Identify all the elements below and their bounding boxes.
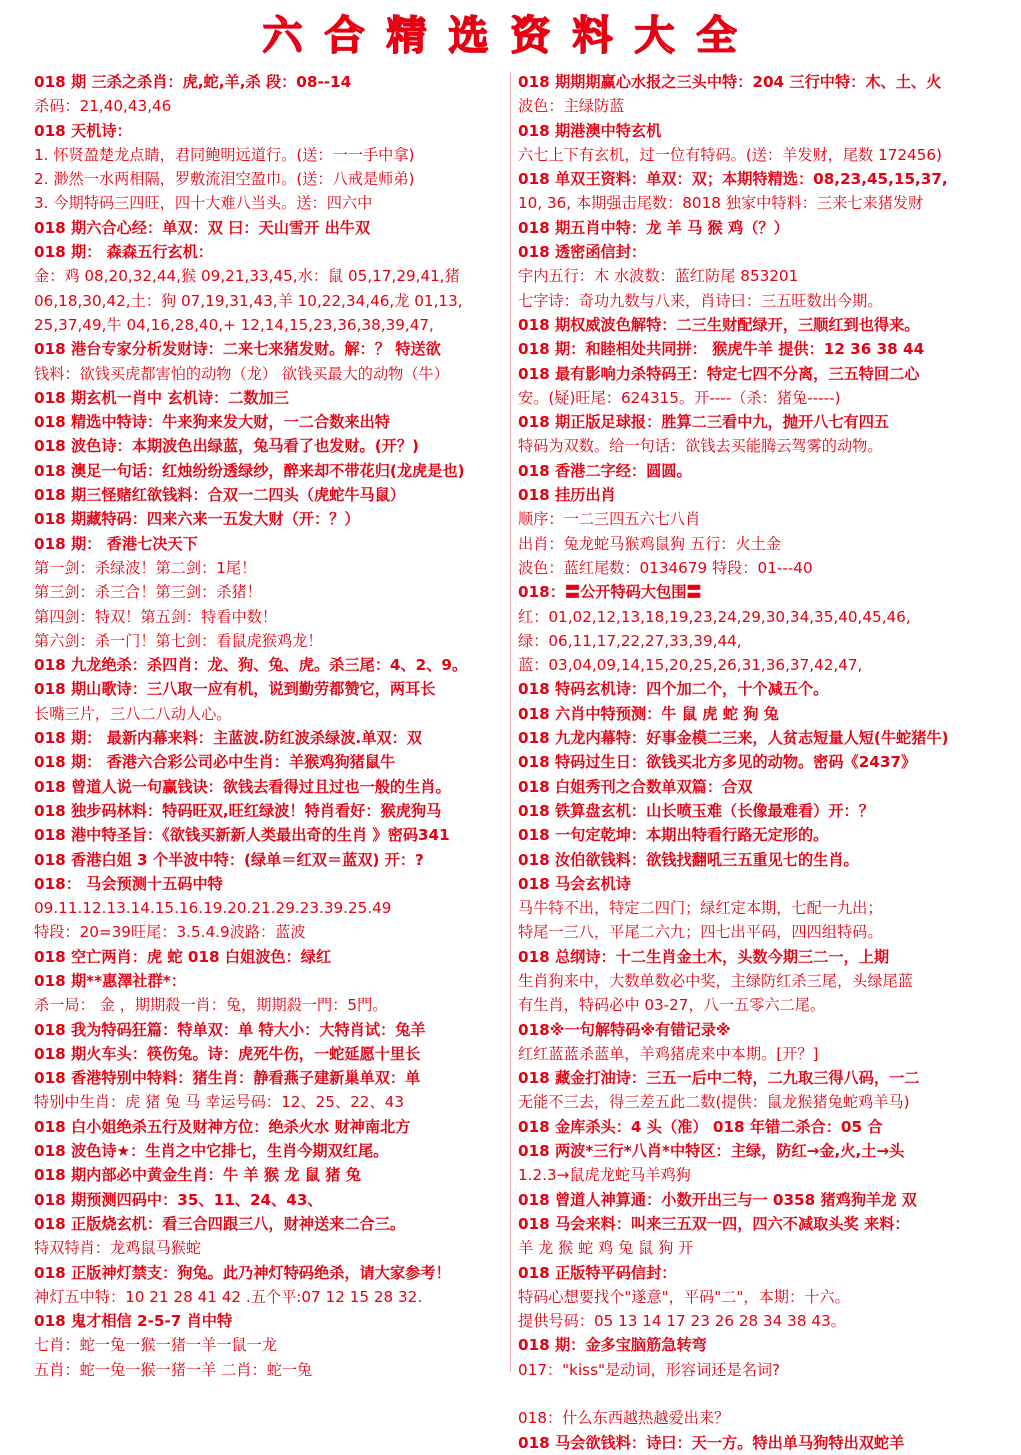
left-text-line: 018 期预测四码中：35、11、24、43、 [34,1190,323,1209]
right-text-line: 无能不三去，得三差五此二数(提供：鼠龙猴猪兔蛇鸡羊马) [518,1093,910,1112]
right-text-line: 1.2.3→鼠虎龙蛇马羊鸡狗 [518,1166,691,1185]
right-text-line: 七字诗：奇功九数与八来，肖诗曰：三五旺数出今期。 [518,291,883,310]
right-text-line: 018 最有影响力杀特码王：特定七四不分离，三五特回二心 [518,364,920,383]
right-text-line: 提供号码：05 13 14 17 23 26 28 34 38 43。 [518,1312,846,1331]
right-text-line: 生肖狗来中，大数单数必中奖，主绿防红杀三尾，头绿尾蓝 [518,971,913,990]
right-text-line: 特码心想要找个"遂意"，平码"二"，本期：十六。 [518,1287,850,1306]
right-column [518,70,998,1455]
left-text-line: 018 港台专家分析发财诗：二来七来猪发财。解：？ 特送欲 [34,340,441,359]
right-text-line: 马牛特不出，特定二四门；绿红定本期，七配一九出； [518,899,883,918]
left-text-line: 3. 今期特码三四旺，四十大难八当头。送：四六中 [34,194,373,213]
right-text-line: 018 期：金多宝脑筋急转弯 [518,1336,707,1355]
right-text-line: 蓝：03,04,09,14,15,20,25,26,31,36,37,42,47, [518,656,863,675]
left-text-line: 钱料：欲钱买虎都害怕的动物（龙） 欲钱买最大的动物（牛） [34,364,449,383]
left-text-line: 018 期玄机一肖中 玄机诗：二数加三 [34,388,289,407]
right-text-line: 018 马会玄机诗 [518,874,631,893]
right-text-line: 018 金库杀头：4 头（准） 018 年错二杀合：05 合 [518,1117,883,1136]
right-text-line: 018 马会来料：叫来三五双一四，四六不减取头奖 来料： [518,1214,910,1233]
left-text-line: 018 香港白姐 3 个半波中特：(绿单＝红双＝蓝双) 开：? [34,850,424,869]
left-text-line: 018 波色诗★：生肖之中它排七，生肖今期双红尾。 [34,1142,389,1161]
left-text-line: 金：鸡 08,20,32,44,猴 09,21,33,45,水：鼠 05,17,29,41,猪 [34,267,460,286]
right-text-line: 017："kiss"是动词，形容词还是名词? [518,1360,781,1379]
right-text-line: 018 正版特平码信封： [518,1263,677,1282]
left-text-line: 018 空亡两肖：虎 蛇 018 白姐波色：绿红 [34,947,332,966]
left-text-line: 神灯五中特：10 21 28 41 42 .五个平:07 12 15 28 32. [34,1287,423,1306]
left-text-line: 018 九龙绝杀：杀四肖：龙、狗、兔、虎。杀三尾：4、2、9。 [34,656,468,675]
right-text-line: 018 藏金打油诗：三五一后中二特，二九取三得八码，一二 [518,1069,920,1088]
right-text-line [518,1382,998,1406]
left-text-line: 1. 怀贤盈楚龙点睛，君同鲍明远道行。(送：一一手中拿) [34,145,415,164]
left-text-line: 第一剑：杀绿波！第二剑：1尾！ [34,558,257,577]
left-text-line: 018 期： 香港六合彩公司必中生肖：羊猴鸡狗猪鼠牛 [34,753,396,772]
left-text-line: 长嘴三片，三八二八动人心。 [34,704,232,723]
right-text-line: 018 九龙内幕特：好事金模二三来，人贫志短量人短(牛蛇猪牛) [518,729,949,748]
left-text-line: 018 期 三杀之杀肖：虎,蛇,羊,杀 段：08--14 [34,73,352,91]
left-text-line: 七肖：蛇一兔一猴一猪一羊一鼠一龙 [34,1336,277,1355]
right-text-line: 红：01,02,12,13,18,19,23,24,29,30,34,35,40,45,46, [518,607,911,626]
column-divider [510,72,511,1372]
right-text-line: 018 期五肖中特：龙 羊 马 猴 鸡（？） [518,218,789,237]
right-text-line: 018 白姐秀刊之合数单双篇：合双 [518,777,753,796]
left-text-line: 018 我为特码狂篇：特单双：单 特大小：大特肖试：兔羊 [34,1020,426,1039]
right-text-line: 018 挂历出肖 [518,486,616,505]
right-text-line: 018 期：和睦相处共同拼： 猴虎牛羊 提供：12 36 38 44 [518,340,925,359]
left-column [34,70,504,1382]
right-text-line: 红红蓝蓝杀蓝单，羊鸡猪虎来中本期。[开？] [518,1044,819,1063]
right-text-line: 018 曾道人神算通：小数开出三与一 0358 猪鸡狗羊龙 双 [518,1190,917,1209]
left-text-line: 杀一局： 金 ，期期殺一肖：兔，期期殺一門：5門。 [34,996,388,1015]
left-text-line: 018 天机诗： [34,121,132,140]
right-text-line: 有生肖，特码必中 03-27，八一五零六二尾。 [518,996,826,1015]
left-text-line: 018 期： 森森五行玄机： [34,243,213,262]
right-text-line: 018 汝伯欲钱料：欲钱找翻吼三五重见七的生肖。 [518,850,859,869]
right-text-line: 10, 36, 本期强击尾数：8018 独家中特料：三来七来猪发财 [518,194,924,213]
right-text-line: 波色：蓝红尾数：0134679 特段：01---40 [518,558,813,577]
right-text-line: 018※一句解特码※有错记录※ [518,1020,731,1039]
left-text-line: 018 精选中特诗：牛来狗来发大财，一二合数来出特 [34,413,390,432]
left-text-line: 杀码：21,40,43,46 [34,97,172,116]
left-text-line: 018 期山歌诗：三八取一应有机，说到勤劳都赞它，两耳长 [34,680,436,699]
left-text-line: 018 期藏特码：四来六来一五发大财（开：？） [34,510,360,529]
left-text-line: 018 期内部必中黄金生肖：牛 羊 猴 龙 鼠 猪 兔 [34,1166,361,1185]
left-text-line: 018 期六合心经：单双：双 曰：天山雪开 出牛双 [34,218,371,237]
left-text-line: 018 独步码林料：特码旺双,旺红绿波！特肖看好：猴虎狗马 [34,801,442,820]
right-text-line: 018 总纲诗：十二生肖金土木，头数今期三二一，上期 [518,947,890,966]
right-text-line: 018 香港二字经：圆圆。 [518,461,692,480]
right-text-line: 018：什么东西越热越爱出来？ [518,1409,730,1428]
right-text-line: 018 特码玄机诗：四个加二个，十个减五个。 [518,680,829,699]
left-text-line: 018 澳足一句话：红烛纷纷透绿纱，醉来却不带花归(龙虎是也) [34,461,465,480]
left-text-line: 018 白小姐绝杀五行及财神方位：绝杀火水 财神南北方 [34,1117,411,1136]
right-text-line: 018 期期期赢心水报之三头中特：204 三行中特：木、土、火 [518,73,942,91]
left-text-line: 018 波色诗：本期波色出绿蓝，兔马看了也发财。(开？) [34,437,419,456]
right-text-line: 018 单双王资料：单双：双；本期特精选：08,23,45,15,37, [518,170,948,189]
right-text-line: 018 期正版足球报：胜算二三看中九，抛开八七有四五 [518,413,890,432]
right-text-line: 出肖：兔龙蛇马猴鸡鼠狗 五行：火土金 [518,534,782,553]
left-text-line: 018 期火车头：筷伤兔。诗：虎死牛伤，一蛇延愿十里长 [34,1044,421,1063]
left-text-line: 25,37,49,牛 04,16,28,40,+ 12,14,15,23,36,38,39,47, [34,315,434,334]
right-text-line: 018：〓公开特码大包围〓 [518,583,702,602]
left-text-line: 五肖：蛇一兔一猴一猪一羊 二肖：蛇一兔 [34,1360,313,1379]
right-text-line: 018 期港澳中特玄机 [518,121,662,140]
right-text-line: 六七上下有玄机，过一位有特码。(送：羊发财，尾数 172456) [518,145,942,164]
left-text-line: 018 香港特别中特料：猪生肖：静看燕子建新巢单双：单 [34,1069,421,1088]
right-text-line: 特码为双数。给一句话：欲钱去买能腾云驾雾的动物。 [518,437,883,456]
page-title: 六合精选资料大全 [262,13,759,59]
left-text-line: 018 港中特圣旨：《欲钱买新新人类最出奇的生肖 》密码341 [34,826,450,845]
left-text-line: 018 期： 香港七决天下 [34,534,198,553]
left-text-line: 018 期**惠澤社群*： [34,971,186,990]
right-text-line: 特尾一三八，平尾二六九；四七出平码，四四组特码。 [518,923,883,942]
left-text-line: 特别中生肖：虎 猪 兔 马 幸运号码：12、25、22、43 [34,1093,404,1112]
left-text-line: 018： 马会预测十五码中特 [34,874,223,893]
right-text-line: 018 马会欲钱料：诗曰：天一方。特出单马狗特出双蛇羊 [518,1433,905,1452]
right-text-line: 绿：06,11,17,22,27,33,39,44, [518,631,742,650]
right-text-line: 顺序：一二三四五六七八肖 [518,510,701,529]
right-text-line: 波色：主绿防蓝 [518,97,625,116]
right-text-line: 宇内五行：木 水波数：蓝红防尾 853201 [518,267,799,286]
right-text-line: 018 两波*三行*八肖*中特区：主绿，防红→金,火,土→头 [518,1142,905,1161]
left-text-line: 第三剑：杀三合！第三剑：杀猪！ [34,583,262,602]
right-text-line: 018 特码过生日：欲钱买北方多见的动物。密码《2437》 [518,753,917,772]
right-text-line: 018 透密函信封： [518,243,647,262]
left-text-line: 第四剑：特双！第五剑：特看中数！ [34,607,277,626]
left-text-line: 018 期： 最新内幕来料：主蓝波.防红波杀绿波.单双：双 [34,729,422,748]
right-text-line: 018 铁算盘玄机：山长喷玉难（长像最难看）开：？ [518,801,874,820]
left-text-line: 018 曾道人说一句赢钱诀：欲钱去看得过且过也一般的生肖。 [34,777,451,796]
right-text-line: 018 六肖中特预测：牛 鼠 虎 蛇 狗 兔 [518,704,779,723]
right-text-line: 羊 龙 猴 蛇 鸡 兔 鼠 狗 开 [518,1239,694,1258]
right-text-line: 018 期权威波色解特：二三生财配绿开，三顺红到也得来。 [518,315,920,334]
left-text-line: 特段：20=39旺尾：3.5.4.9波路：蓝波 [34,923,306,942]
left-text-line: 09.11.12.13.14.15.16.19.20.21.29.23.39.25.49 [34,899,392,918]
left-text-line: 2. 渺然一水两相隔，罗敷流泪空盈巾。(送：八戒是师弟) [34,170,415,189]
left-text-line: 特双特肖：龙鸡鼠马猴蛇 [34,1239,202,1258]
left-text-line: 第六剑：杀一门！第七剑：看鼠虎猴鸡龙！ [34,631,323,650]
left-text-line: 018 鬼才相信 2-5-7 肖中特 [34,1312,233,1331]
left-text-line: 018 正版烧玄机：看三合四跟三八，财神送来二合三。 [34,1214,406,1233]
left-text-line: 018 期三怪赌红欲钱料：合双一二四头（虎蛇牛马鼠） [34,486,406,505]
right-text-line: 018 一句定乾坤：本期出特看行路无定形的。 [518,826,829,845]
right-text-line: 安。(疑)旺尾：624315。开----（杀：猪兔-----) [518,388,841,407]
left-text-line: 018 正版神灯禁支：狗兔。此乃神灯特码绝杀，请大家参考！ [34,1263,451,1282]
left-text-line: 06,18,30,42,土：狗 07,19,31,43,羊 10,22,34,46,龙 01,13, [34,291,463,310]
